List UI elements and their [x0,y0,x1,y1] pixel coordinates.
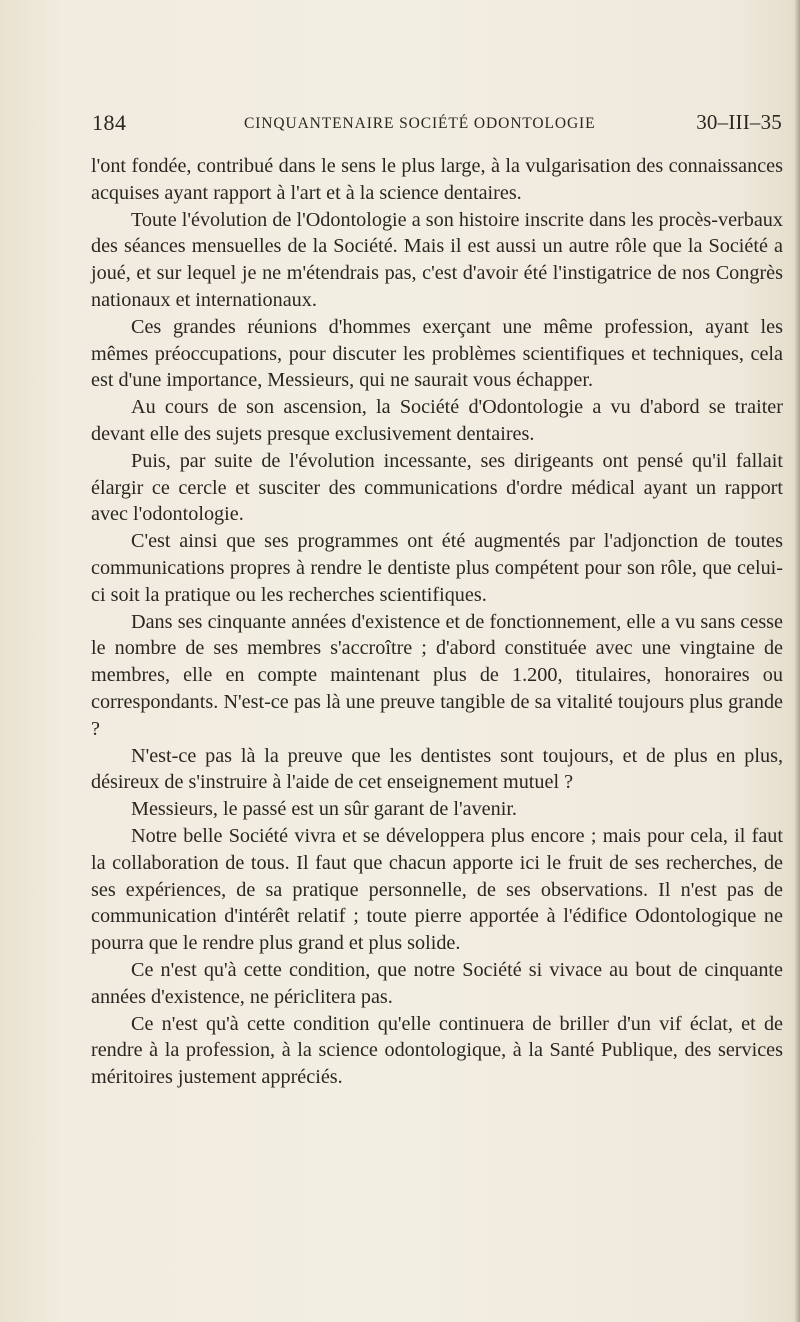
page-number: 184 [92,110,127,135]
page-edge-shadow [794,0,800,1322]
paragraph: Ce n'est qu'à cette condition, que notre Société si vivace au bout de cinquante années d'existence, ne périclitera pas. [91,958,783,1008]
paragraph: Dans ses cinquante années d'existence et de fonctionnement, elle a vu sans cesse le nombre de ses membres s'accroître ; d'abord constituée avec une vingtaine de membres, elle en compte maintenant plus de 1.200, titulaires, honoraires ou correspondants. N'est-ce pas là une preuve tangible de sa vitalité toujours plus grande ? [91,610,783,740]
paragraph: l'ont fondée, contribué dans le sens le plus large, à la vulgarisation des connaissances acquises ayant rapport à l'art et à la science dentaires. [91,155,783,204]
paragraph: Au cours de son ascension, la Société d'Odontologie a vu d'abord se traiter devant elle des sujets presque exclusivement dentaires. [91,396,783,445]
paragraph: Messieurs, le passé est un sûr garant de l'avenir. [131,798,517,821]
paragraph: Notre belle Société vivra et se développera plus encore ; mais pour cela, il faut la collaboration de tous. Il faut que chacun apporte ici le fruit de ses recherches, de ses expériences, de sa pratique personnelle, de ses observations. Il n'est pas de communication d'intérêt relatif ; toute pierre apportée à l'édifice Odontologique ne pourra que le rendre plus grand et plus solide. [91,824,783,955]
paragraph: Ces grandes réunions d'hommes exerçant une même profession, ayant les mêmes préoccupations, pour discuter les problèmes scientifiques et techniques, cela est d'une importance, Messieurs, qui ne saurait vous échapper. [91,315,783,392]
header-date: 30–III–35 [696,110,782,134]
paragraph: C'est ainsi que ses programmes ont été augmentés par l'adjonction de toutes communications propres à rendre le dentiste plus compétent pour son rôle, que celui-ci soit la pratique ou les recherches scientifiques. [91,530,783,606]
paragraph: Puis, par suite de l'évolution incessante, ses dirigeants ont pensé qu'il fallait élargir ce cercle et susciter des communications d'ordre médical ayant un rapport avec l'odontologie. [91,449,783,526]
body-text [91,153,783,1091]
paragraph: Ce n'est qu'à cette condition qu'elle continuera de briller d'un vif éclat, et de rendre à la profession, à la science odontologique, à la Santé Publique, des services méritoires justement appréciés. [91,1012,783,1089]
running-header [92,110,782,140]
running-title: CINQUANTENAIRE SOCIÉTÉ ODONTOLOGIE [244,115,596,132]
paragraph: N'est-ce pas là la preuve que les dentistes sont toujours, et de plus en plus, désireux de s'instruire à l'aide de cet enseignement mutuel ? [91,744,783,794]
paragraph: Toute l'évolution de l'Odontologie a son histoire inscrite dans les procès-verbaux des séances mensuelles de la Société. Mais il est aussi un autre rôle que la Société a joué, et sur lequel je ne m'étendrais pas, c'est d'avoir été l'instigatrice de nos Congrès nationaux et internationaux. [91,208,783,311]
